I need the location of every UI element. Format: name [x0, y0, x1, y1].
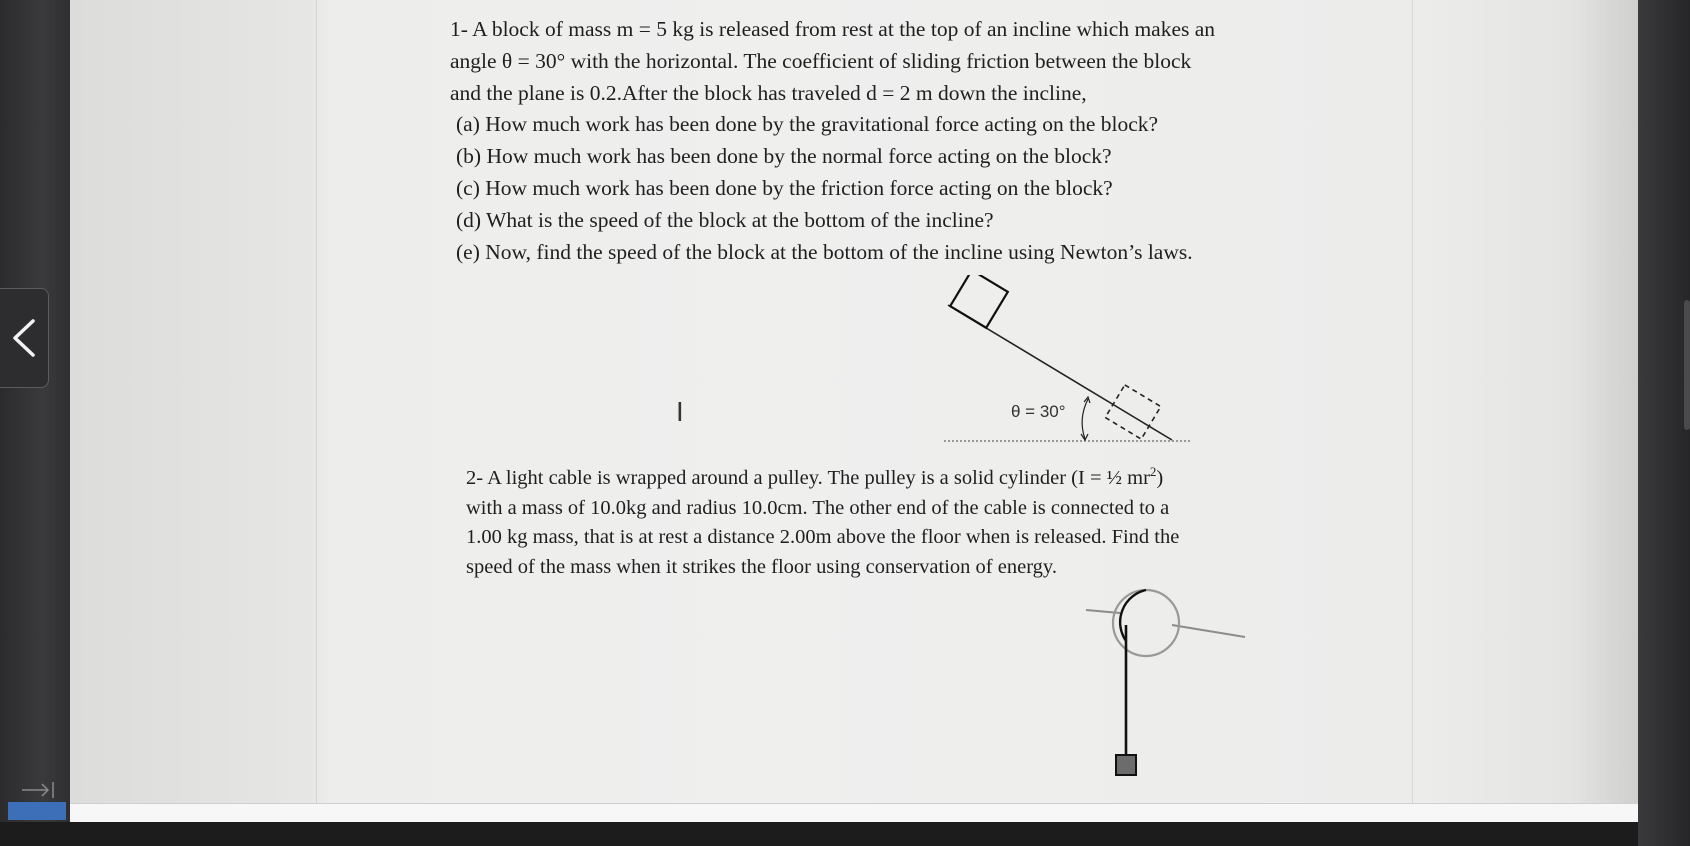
- pulley-wheel: [1113, 590, 1179, 656]
- problem-2-line: 1.00 kg mass, that is at rest a distance 2.00m above the floor when is released. Find the: [466, 526, 1180, 548]
- problem-1-part-e: (e) Now, find the speed of the block at the bottom of the incline using Newton’s laws.: [456, 239, 1193, 264]
- screen-bottom-edge: [0, 822, 1690, 846]
- scrollbar[interactable]: [1684, 300, 1690, 430]
- active-indicator: [8, 802, 66, 820]
- incline-diagram: [940, 275, 1200, 450]
- window-bottom-bar: [70, 803, 1638, 823]
- back-button[interactable]: [0, 288, 49, 388]
- block-top: [950, 275, 1008, 328]
- problem-2-line: speed of the mass when it strikes the floor using conservation of energy.: [466, 555, 1057, 578]
- problem-1-text: [450, 14, 1215, 268]
- angle-arc: [1082, 399, 1088, 439]
- problem-2-line: with a mass of 10.0kg and radius 10.0cm. The other end of the cable is connected to a: [466, 496, 1170, 519]
- problem-1-intro-line: 1- A block of mass m = 5 kg is released from rest at the top of an incline which makes an: [450, 17, 1216, 41]
- problem-2-text: [466, 464, 1179, 582]
- text-cursor-icon: I: [676, 398, 684, 428]
- problem-1-intro-line: and the plane is 0.2.After the block has traveled d = 2 m down the incline,: [450, 80, 1087, 105]
- problem-2-line-1: 2- A light cable is wrapped around a pulley. The pulley is a solid cylinder (I = ½ $mr^2$): [466, 464, 1164, 489]
- problem-1-part-c: (c) How much work has been done by the friction force acting on the block?: [456, 175, 1113, 200]
- angle-label: θ = 30°: [1011, 402, 1066, 421]
- problem-1-part-d: (d) What is the speed of the block at the bottom of the incline?: [456, 207, 994, 232]
- exit-arrow-icon[interactable]: [20, 780, 56, 800]
- problem-1-intro-line: angle θ = 30° with the horizontal. The coefficient of sliding friction between the block: [450, 48, 1192, 73]
- axle-right: [1172, 625, 1245, 637]
- pulley-diagram: [1080, 585, 1260, 780]
- block-bottom-dashed: [1105, 385, 1161, 439]
- left-sidebar: [0, 0, 70, 846]
- problem-1-part-a: (a) How much work has been done by the gravitational force acting on the block?: [456, 112, 1159, 137]
- problem-1-part-b: (b) How much work has been done by the normal force acting on the block?: [456, 144, 1112, 169]
- chevron-left-icon: [9, 315, 39, 361]
- hanging-mass: [1116, 755, 1136, 775]
- page-margin-left: [316, 0, 317, 822]
- right-panel-edge: [1638, 0, 1690, 846]
- page-margin-right: [1412, 0, 1413, 822]
